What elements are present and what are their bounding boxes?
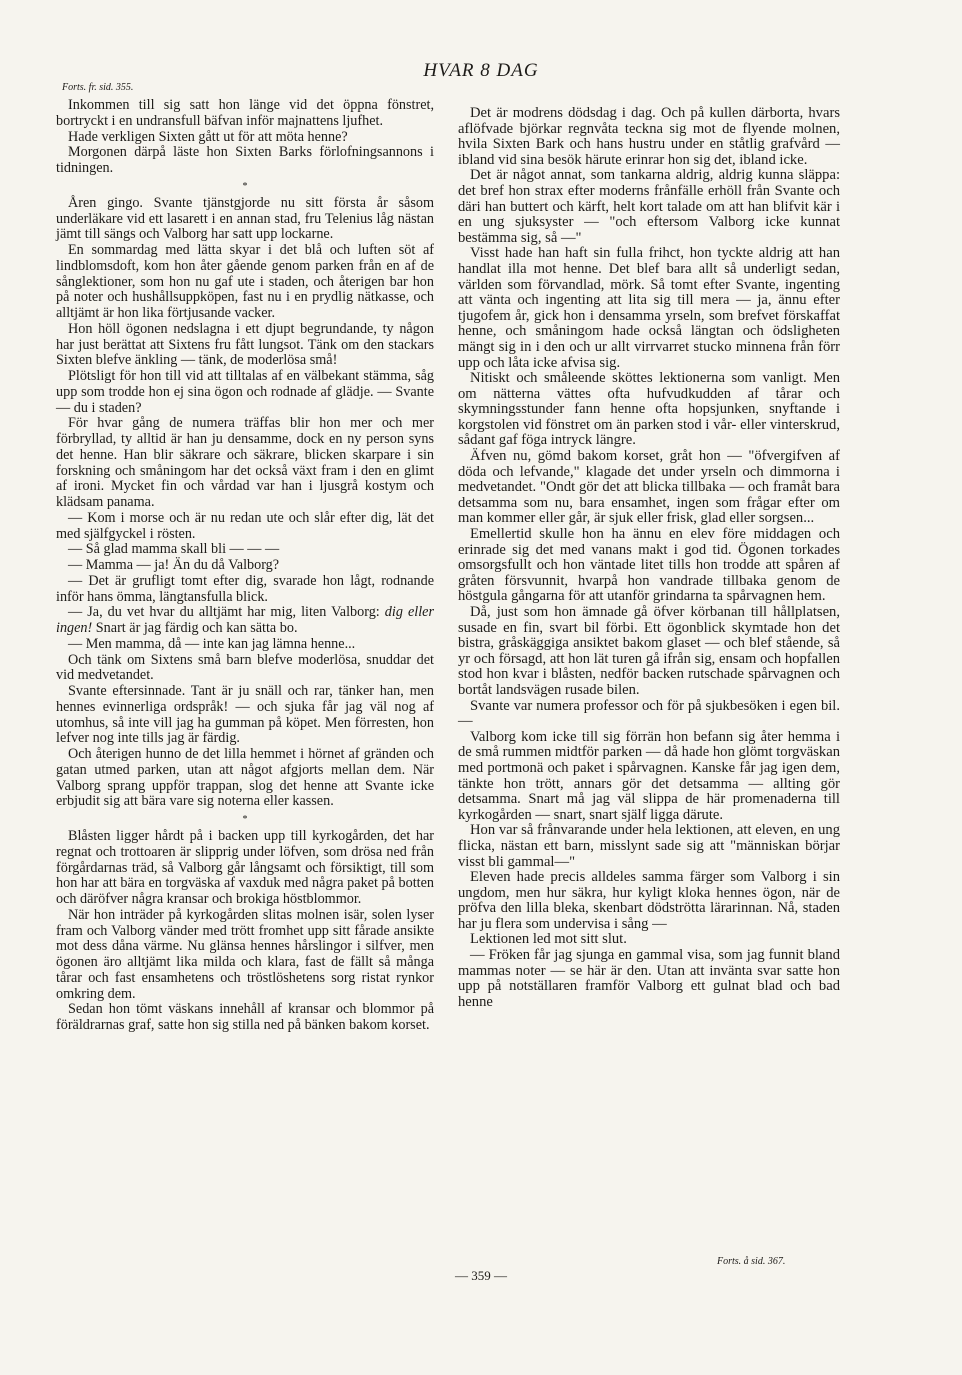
paragraph: Inkommen till sig satt hon länge vid det öppna fönstret, bortryckt i en undransfull bäfvan inför majnattens ljufhet.: [56, 97, 434, 129]
left-column: [56, 98, 434, 1034]
paragraph: Svante eftersinnade. Tant är ju snäll och rar, tänker han, men hennes evinnerliga ordspråk! — och sjuka får jag väl nog af utomhus, så inte vill jag ha gumman på köpet. Men förresten, hon lefver nog inte tills jag är färdig.: [56, 683, 434, 747]
right-column: [458, 106, 840, 1010]
paragraph: Hon höll ögonen nedslagna i ett djupt begrundande, ty någon har just berättat att Sixtens fru fått lungsot. Tänk om den stackars Sixten blefve änkling — tänk, de moderlösa små!: [56, 320, 434, 369]
paragraph: Visst hade han haft sin fulla frihct, hon tyckte aldrig att han handlat illa mot henne. Det blef bara allt så underligt sedan, världen som förvandlad, mörk. Så tomt efter Svante, ingenting att vänta och ingenting att lita sig till mera — ja, ännu efter tjugofem år, gick hon i densamma yrseln, som brefvet förskaffat henne, och småningom hade också längtan och ödsligheten mängt sig in i den och ur allt virrvarret stucko minnena från förr upp och låta icke afvisa sig.: [458, 245, 840, 371]
paragraph: Och tänk om Sixtens små barn blefve moderlösa, snuddar det vid medvetandet.: [56, 651, 434, 684]
paragraph: — Så glad mamma skall bli — — —: [68, 541, 280, 558]
paragraph: — Fröken får jag sjunga en gammal visa, som jag funnit bland mammas noter — se här är den. Utan att invänta svar satte hon upp på notställaren framför Valborg ett gulnat blad och bad henne: [458, 947, 840, 1010]
paragraph: — Mamma — ja! Än du då Valborg?: [68, 557, 280, 573]
paragraph: En sommardag med lätta skyar i det blå och luften söt af lindblomsdoft, kom hon åter gående genom parken från en af de sånglektioner, som hon nu gaf ute i staden, och återigen bar hon på noter och hushållsuppköpen, fast nu i en prydlig nätkasse, och alltjämt är hon lika förtjusande vacker.: [56, 242, 434, 321]
page-number-dash: —: [455, 1268, 472, 1283]
page-number-dash: —: [490, 1268, 507, 1283]
paragraph: Plötsligt för hon till vid att tilltalas af en välbekant stämma, såg upp som trodde hon ej sina ögon och rodnade af glädje. — Svante — du i staden?: [56, 368, 434, 416]
paragraph: Hade verkligen Sixten gått ut för att möta henne?: [68, 128, 348, 145]
paragraph: Valborg kom icke till sig förrän hon befann sig åter hemma i de små rummen midtför parken — då hade hon glömt torgväskan med portmonä och paket i spårvagnen. Kanske får jag igen dem, tänkte hon trött, annars gör det detsamma — allting gör detsamma. Snart må jag väl slippa de här promenaderna till kyrkogården — snart, snart själf ligga därute.: [458, 728, 840, 823]
text-run: Snart är jag färdig och kan sätta bo.: [92, 620, 298, 636]
paragraph: Nitiskt och småleende sköttes lektionerna som vanligt. Men om nätterna vättes ofta hufvudkudden af tårar och skymningsstunder fann henne ofta hopsjunken, snyftande i korgstolen vid fönstret om än parken stod i vår- eller vinterskrud, sådant gaf föga intryck längre.: [458, 370, 840, 449]
section-separator: *: [242, 814, 248, 825]
paragraph: Morgonen därpå läste hon Sixten Barks förlofningsannons i tidningen.: [56, 144, 434, 176]
section-separator: *: [242, 180, 248, 192]
paragraph: — Kom i morse och är nu redan ute och slår efter dig, lät det med själfgyckel i rösten.: [56, 509, 434, 542]
paragraph: Åren gingo. Svante tjänstgjorde nu sitt första år såsom underläkare vid ett lasarett i en annan stad, fru Telenius låg nästan jämt till sängs och Valborg har satt upp lockarne.: [56, 194, 434, 243]
paragraph: Sedan hon tömt väskans innehåll af kransar och blommor på föräldrarnas graf, satte hon sig stilla ned på bänken bakom korset.: [56, 1001, 434, 1033]
paragraph: [56, 605, 434, 637]
paragraph: Det är modrens dödsdag i dag. Och på kullen därborta, hvars aflöfvade björkar regnvåta teckna sig mot de flyende molnen, hvila Sixten Bark och hans hustru under en ståtlig grafvård — ibland vid sina besök härute erinrar hon sig det, ibland icke.: [458, 105, 840, 168]
paragraph: — Men mamma, då — inte kan jag lämna henne...: [68, 635, 356, 652]
paragraph: — Det är grufligt tomt efter dig, svarade hon lågt, rodnande inför hans ömma, längtansfulla blick.: [56, 572, 434, 605]
page-number-value: 359: [471, 1268, 491, 1283]
paragraph: För hvar gång de numera träffas blir hon mer och mer förbryllad, ty alltid är han ju densamme, dock en ny person syns det henne. Han blir säkrare och säkrare, blicken skarpare i sin forskning och småningom har det också växt fram i den en glimt af ironi. Mycket fin och vårdad var han i ljusgrå kostym och klädsam panama.: [56, 415, 434, 510]
paragraph: Eleven hade precis alldeles samma färger som Valborg i sin ungdom, men hur säkra, hur kyligt kloka hennes ögon, när de pröfva den lilla bleka, skenbart dödströtta lärarinnan. Nå, staden har ju flera som undervisa i sång —: [458, 869, 840, 932]
continued-to-note: Forts. å sid. 367.: [717, 1256, 786, 1267]
page-number: [0, 1268, 962, 1284]
text-run: — Ja, du vet hvar du alltjämt har mig, liten Valborg:: [68, 604, 385, 621]
emphasized-text: dig eller ingen!: [56, 604, 434, 636]
paragraph: Emellertid skulle hon ha ännu en elev före middagen och erinrade sig det med vanans makt i god tid. Ögonen torkades omsorgsfullt och hon väntade litet tills hon trodde att spåren af gråten försvunnit, hvarpå hon vandrade tillbaka genom de höstgula gångarna för att utanför grindarna ta spårvagnen hem.: [458, 526, 840, 605]
paragraph: Lektionen led mot sitt slut.: [470, 931, 627, 948]
paragraph: Hon var så frånvarande under hela lektionen, att eleven, en ung flicka, nästan ett barn, misslynt sade sig att "människan börjar visst bli gammal—": [458, 822, 840, 870]
paragraph: Blåsten ligger hårdt på i backen upp till kyrkogården, det har regnat och trottoaren är slipprig under löfven, som drösa ned från förgårdarnas träd, så Valborg går långsamt och försiktigt, till som hon har att bära en torgväska af vaxduk med några paket på botten och däröfver några kransar och brokiga höstblommor.: [56, 828, 434, 907]
paragraph: Och återigen hunno de det lilla hemmet i hörnet af gränden och gatan utmed parken, utan att något afgjorts mellan dem. När Valborg sprang uppför trappan, slog det henne att Svante icke erbjudit sig att bära vare sig noterna eller kassen.: [56, 746, 434, 810]
paragraph: Svante var numera professor och för på sjukbesöken i egen bil. —: [458, 697, 840, 730]
paragraph: Det är något annat, som tankarna aldrig, aldrig kunna släppa: det bref hon strax efter moderns frånfälle erhöll från Svante och däri han buttert och kärft, helt kort talade om att han blifvit kär i en ung sjuksyster — "och eftersom Valborg icke kunnat bestämma sig, så —": [458, 167, 840, 246]
page-header-title: HVAR 8 DAG: [423, 60, 539, 81]
paragraph: Äfven nu, gömd bakom korset, gråt hon — "öfvergifven af döda och lefvande," klagade det under yrseln och dimmorna i medvetandet. "Ondt gör det att blicka tillbaka — och framåt bara detsamma som nu, bara ensamhet, ingen som frågar efter om man kommer eller går, är sjuk eller frisk, glad eller sorgsen...: [458, 448, 840, 527]
continued-from-note: Forts. fr. sid. 355.: [62, 82, 134, 93]
paragraph: Då, just som hon ämnade gå öfver körbanan till hållplatsen, susade en fin, svart bil förbi. Ett ögonblick skymtade hon det bistra, gråskäggiga ansiktet bakom glaset — och blef stående, så yr och försagd, att hon lät turen gå ifrån sig, ensam och hopfallen stod hon kvar i blåsten, nedför backen rutschade spårvagnen och bortåt landsvägen rusade bilen.: [458, 604, 840, 698]
paragraph: När hon inträder på kyrkogården slitas molnen isär, solen lyser fram och Valborg vänder med trött fromhet upp sitt fårade ansikte mot dess dåna värme. Nu glänsa hennes hårslingor i silfver, men ögonen äro alltjämt lika milda och klara, fast de fällt så många tårar och fast ensamhetens och tröstlöshetens sorg ristat rynkor omkring dem.: [56, 906, 434, 1002]
